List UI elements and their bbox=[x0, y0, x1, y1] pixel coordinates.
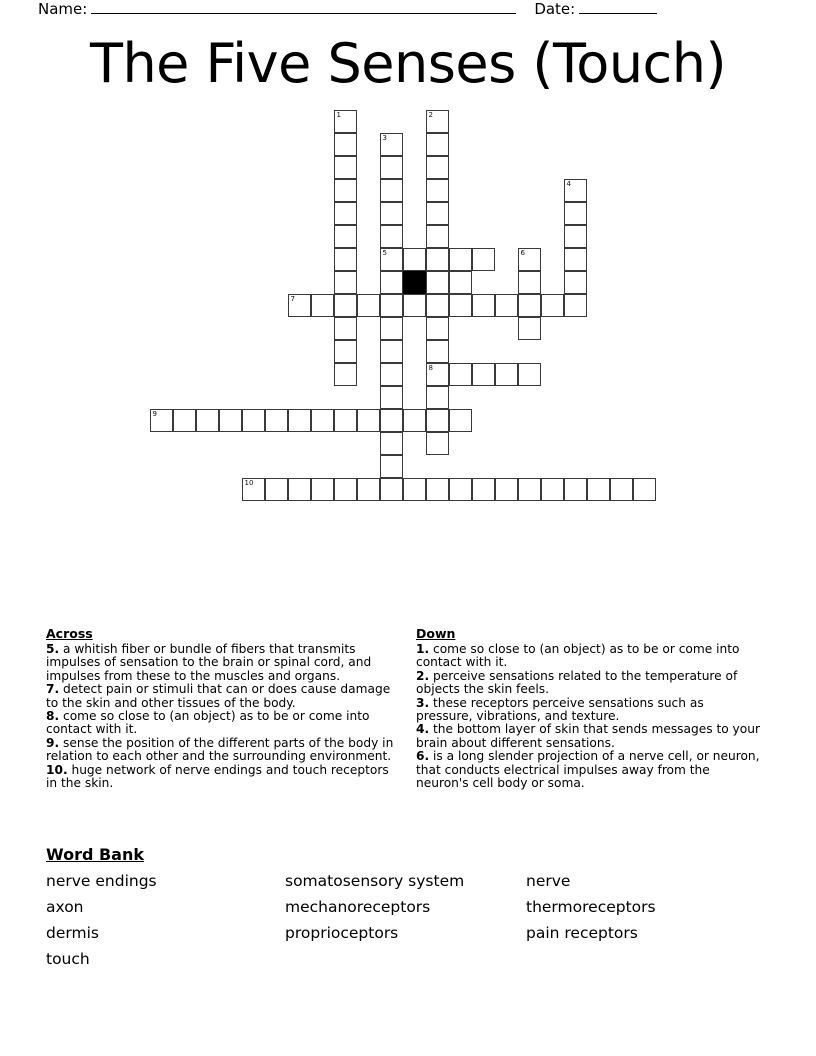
crossword-cell[interactable] bbox=[449, 294, 472, 317]
crossword-cell[interactable] bbox=[380, 179, 403, 202]
crossword-cell[interactable] bbox=[472, 294, 495, 317]
word-bank-item: axon bbox=[46, 898, 84, 916]
cell-number: 5 bbox=[382, 249, 387, 257]
word-bank-item: nerve bbox=[526, 872, 571, 890]
word-bank-heading: Word Bank bbox=[46, 845, 145, 864]
crossword-cell[interactable] bbox=[426, 294, 449, 317]
crossword-cell[interactable] bbox=[334, 110, 357, 133]
crossword-cell[interactable] bbox=[449, 271, 472, 294]
clue-number: 10. bbox=[46, 762, 68, 777]
crossword-cell[interactable] bbox=[334, 294, 357, 317]
across-clue-5 bbox=[46, 643, 394, 683]
crossword-cell[interactable] bbox=[403, 409, 426, 432]
crossword-cell[interactable] bbox=[380, 478, 403, 501]
crossword-cell[interactable] bbox=[265, 478, 288, 501]
cell-number: 3 bbox=[382, 134, 387, 142]
crossword-cell[interactable] bbox=[334, 156, 357, 179]
crossword-cell[interactable] bbox=[426, 179, 449, 202]
crossword-cell[interactable] bbox=[403, 248, 426, 271]
crossword-cell[interactable] bbox=[334, 478, 357, 501]
date-input-line[interactable] bbox=[579, 0, 657, 14]
clue-number: 2. bbox=[416, 668, 430, 683]
crossword-cell[interactable] bbox=[403, 294, 426, 317]
crossword-cell[interactable] bbox=[587, 478, 610, 501]
cell-number: 1 bbox=[336, 111, 341, 119]
crossword-cell[interactable] bbox=[403, 478, 426, 501]
date-label: Date: bbox=[534, 0, 576, 18]
cell-number: 9 bbox=[152, 410, 157, 418]
clue-number: 6. bbox=[416, 749, 430, 764]
crossword-cell[interactable] bbox=[426, 478, 449, 501]
cell-number: 8 bbox=[428, 364, 433, 372]
crossword-cell[interactable] bbox=[334, 317, 357, 340]
crossword-cell[interactable] bbox=[357, 294, 380, 317]
crossword-cell[interactable] bbox=[564, 271, 587, 294]
crossword-cell[interactable] bbox=[380, 133, 403, 156]
crossword-cell[interactable] bbox=[334, 248, 357, 271]
crossword-cell[interactable] bbox=[564, 478, 587, 501]
crossword-cell[interactable] bbox=[518, 363, 541, 386]
crossword-cell[interactable] bbox=[518, 317, 541, 340]
clue-text: the bottom layer of skin that sends messages to your brain about different sensations. bbox=[416, 722, 760, 750]
clue-text: detect pain or stimuli that can or does cause damage to the skin and other tissues of the body. bbox=[46, 682, 391, 710]
crossword-cell[interactable] bbox=[380, 156, 403, 179]
clue-text: these receptors perceive sensations such as pressure, vibrations, and texture. bbox=[416, 695, 704, 724]
word-bank-section bbox=[46, 845, 770, 970]
clue-text: is a long slender projection of a nerve cell, or neuron, that conducts electrical impulses away from the neuron's cell body or soma. bbox=[416, 749, 760, 791]
crossword-cell[interactable] bbox=[380, 248, 403, 271]
cell-number: 4 bbox=[566, 180, 571, 188]
crossword-cell[interactable] bbox=[334, 271, 357, 294]
crossword-cell[interactable] bbox=[334, 179, 357, 202]
crossword-cell[interactable] bbox=[541, 294, 564, 317]
name-input-line[interactable] bbox=[91, 0, 516, 14]
crossword-cell[interactable] bbox=[380, 340, 403, 363]
crossword-cell[interactable] bbox=[426, 271, 449, 294]
crossword-cell[interactable] bbox=[334, 363, 357, 386]
crossword-cell[interactable] bbox=[334, 133, 357, 156]
crossword-cell[interactable] bbox=[449, 409, 472, 432]
crossword-cell[interactable] bbox=[495, 363, 518, 386]
crossword-cell[interactable] bbox=[311, 409, 334, 432]
crossword-cell[interactable] bbox=[564, 294, 587, 317]
crossword-cell[interactable] bbox=[380, 386, 403, 409]
crossword-cell[interactable] bbox=[518, 271, 541, 294]
crossword-cell[interactable] bbox=[495, 294, 518, 317]
cell-number: 6 bbox=[520, 249, 525, 257]
crossword-cell[interactable] bbox=[380, 363, 403, 386]
across-clue-7 bbox=[46, 683, 394, 710]
clue-number: 1. bbox=[416, 642, 430, 656]
crossword-cell[interactable] bbox=[426, 202, 449, 225]
word-bank-item: mechanoreceptors bbox=[285, 898, 431, 916]
down-clue-4 bbox=[416, 723, 764, 750]
crossword-cell[interactable] bbox=[173, 409, 196, 432]
clue-text: sense the position of the different parts of the body in relation to each other and the surrounding environment. bbox=[46, 735, 394, 764]
clue-number: 3. bbox=[416, 695, 430, 710]
crossword-cell[interactable] bbox=[150, 409, 173, 432]
clue-number: 5. bbox=[46, 642, 60, 656]
crossword-cell[interactable] bbox=[472, 478, 495, 501]
word-bank-item: nerve endings bbox=[46, 872, 157, 890]
crossword-cell[interactable] bbox=[449, 478, 472, 501]
name-label: Name: bbox=[38, 0, 88, 18]
crossword-cell[interactable] bbox=[380, 294, 403, 317]
crossword-cell[interactable] bbox=[633, 478, 656, 501]
crossword-cell[interactable] bbox=[426, 225, 449, 248]
page-title: The Five Senses (Touch) bbox=[89, 32, 727, 95]
crossword-cell[interactable] bbox=[564, 225, 587, 248]
cell-number: 10 bbox=[244, 479, 254, 487]
crossword-cell[interactable] bbox=[380, 432, 403, 455]
crossword-cell[interactable] bbox=[610, 478, 633, 501]
crossword-cell[interactable] bbox=[518, 478, 541, 501]
crossword-block-cell bbox=[403, 271, 426, 294]
clue-text: come so close to (an object) as to be or come into contact with it. bbox=[416, 642, 740, 670]
word-bank-item: somatosensory system bbox=[285, 872, 465, 890]
crossword-cell[interactable] bbox=[426, 363, 449, 386]
down-clue-1 bbox=[416, 643, 764, 670]
crossword-cell[interactable] bbox=[196, 409, 219, 432]
down-clue-3 bbox=[416, 697, 764, 724]
clues-section bbox=[46, 626, 770, 790]
crossword-cell[interactable] bbox=[380, 317, 403, 340]
crossword-cell[interactable] bbox=[380, 202, 403, 225]
crossword-cell[interactable] bbox=[288, 294, 311, 317]
crossword-cell[interactable] bbox=[426, 409, 449, 432]
crossword-cell[interactable] bbox=[380, 271, 403, 294]
word-bank-item: thermoreceptors bbox=[526, 898, 656, 916]
word-bank-item: pain receptors bbox=[526, 924, 638, 942]
crossword-cell[interactable] bbox=[219, 409, 242, 432]
down-clue-2 bbox=[416, 670, 764, 697]
crossword-cell[interactable] bbox=[288, 409, 311, 432]
crossword-cell[interactable] bbox=[334, 340, 357, 363]
across-clue-8 bbox=[46, 710, 394, 737]
crossword-grid[interactable] bbox=[150, 110, 670, 510]
crossword-cell[interactable] bbox=[472, 248, 495, 271]
word-bank-item: dermis bbox=[46, 924, 99, 942]
crossword-cell[interactable] bbox=[334, 409, 357, 432]
down-clues-column bbox=[416, 626, 764, 790]
crossword-cell[interactable] bbox=[334, 202, 357, 225]
crossword-cell[interactable] bbox=[495, 478, 518, 501]
clue-number: 4. bbox=[416, 722, 430, 737]
crossword-cell[interactable] bbox=[518, 248, 541, 271]
crossword-cell[interactable] bbox=[380, 409, 403, 432]
across-heading: Across bbox=[46, 626, 93, 641]
cell-number: 7 bbox=[290, 295, 295, 303]
word-bank-item: proprioceptors bbox=[285, 924, 399, 942]
down-heading: Down bbox=[416, 626, 456, 641]
crossword-cell[interactable] bbox=[426, 317, 449, 340]
crossword-cell[interactable] bbox=[426, 156, 449, 179]
clue-text: huge network of nerve endings and touch receptors in the skin. bbox=[46, 762, 389, 791]
across-clue-9 bbox=[46, 737, 394, 764]
crossword-cell[interactable] bbox=[380, 225, 403, 248]
clue-number: 7. bbox=[46, 682, 60, 697]
crossword-cell[interactable] bbox=[288, 478, 311, 501]
word-bank-list bbox=[46, 870, 770, 970]
crossword-cell[interactable] bbox=[564, 179, 587, 202]
crossword-cell[interactable] bbox=[518, 294, 541, 317]
crossword-cell[interactable] bbox=[357, 478, 380, 501]
name-date-bar bbox=[38, 0, 778, 30]
crossword-cell[interactable] bbox=[357, 409, 380, 432]
crossword-cell[interactable] bbox=[426, 340, 449, 363]
crossword-cell[interactable] bbox=[426, 248, 449, 271]
crossword-cell[interactable] bbox=[311, 294, 334, 317]
crossword-cell[interactable] bbox=[564, 248, 587, 271]
down-clue-6 bbox=[416, 750, 764, 790]
crossword-cell[interactable] bbox=[265, 409, 288, 432]
clue-number: 9. bbox=[46, 735, 60, 750]
crossword-cell[interactable] bbox=[426, 110, 449, 133]
crossword-cell[interactable] bbox=[426, 386, 449, 409]
cell-number: 2 bbox=[428, 111, 433, 119]
crossword-cell[interactable] bbox=[311, 478, 334, 501]
crossword-cell[interactable] bbox=[449, 248, 472, 271]
crossword-cell[interactable] bbox=[426, 133, 449, 156]
crossword-cell[interactable] bbox=[564, 202, 587, 225]
crossword-cell[interactable] bbox=[449, 363, 472, 386]
clue-text: perceive sensations related to the temperature of objects the skin feels. bbox=[416, 668, 738, 697]
crossword-cell[interactable] bbox=[472, 363, 495, 386]
crossword-cell[interactable] bbox=[334, 225, 357, 248]
clue-text: come so close to (an object) as to be or come into contact with it. bbox=[46, 709, 370, 737]
clue-text: a whitish fiber or bundle of fibers that transmits impulses of sensation to the brain or spinal cord, and impulses from these to the muscles and organs. bbox=[46, 642, 372, 683]
across-clue-10 bbox=[46, 764, 394, 791]
crossword-cell[interactable] bbox=[426, 432, 449, 455]
crossword-cell[interactable] bbox=[541, 478, 564, 501]
crossword-cell[interactable] bbox=[380, 455, 403, 478]
word-bank-item: touch bbox=[46, 950, 90, 968]
crossword-cell[interactable] bbox=[242, 478, 265, 501]
across-clues-column bbox=[46, 626, 394, 790]
crossword-cell[interactable] bbox=[242, 409, 265, 432]
clue-number: 8. bbox=[46, 709, 60, 724]
